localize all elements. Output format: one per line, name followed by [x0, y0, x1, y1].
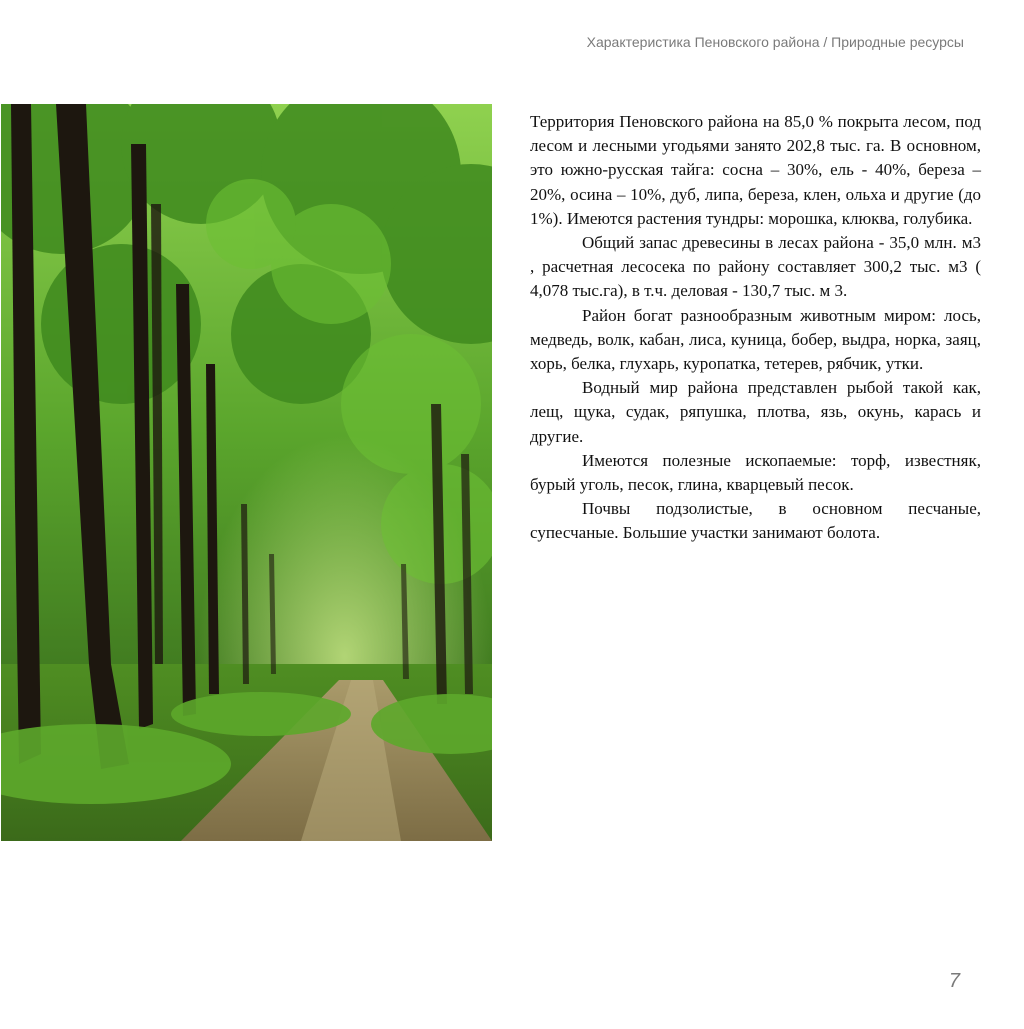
forest-road-illustration [1, 104, 492, 841]
forest-road-photo [1, 104, 492, 841]
paragraph-soils: Почвы подзолистые, в основном песчаные, супесчаные. Большие участки занимают болота. [530, 499, 981, 543]
page-number: 7 [948, 970, 960, 992]
paragraph-fauna: Район богат разнообразным животным миром: лось, медведь, волк, кабан, лиса, куница, бобер, выдра, норка, заяц, хорь, белка, глухарь, куропатка, тетерев, рябчик, утки. [530, 305, 981, 374]
paragraph-timber-reserve: Общий запас древесины в лесах района - 35,0 млн. м3 , расчетная лесосека по району составляет 300,2 тыс. м3 ( 4,078 тыс.га), в т.ч. деловая - 130,7 тыс. м 3. [530, 233, 981, 301]
body-text [530, 110, 981, 546]
paragraph-fish: Водный мир района представлен рыбой такой как, лещ, щука, судак, ряпушка, плотва, язь, окунь, карась и другие. [530, 378, 981, 446]
paragraph-minerals: Имеются полезные ископаемые: торф, известняк, бурый уголь, песок, глина, кварцевый песок. [530, 450, 981, 495]
paragraph-forest-coverage: Территория Пеновского района на 85,0 % покрыта лесом, под лесом и лесными угодьями занято 202,8 тыс. га. В основном, это южно-русская тайга: сосна – 30%, ель - 40%, береза – 20%, осина – 10%, дуб, липа, береза, клен, ольха и другие (до 1%). Имеются растения тундры: морошка, клюква, голубика. [530, 112, 981, 228]
page-header-title: Характеристика Пеновского района / Природные ресурсы [586, 34, 964, 50]
